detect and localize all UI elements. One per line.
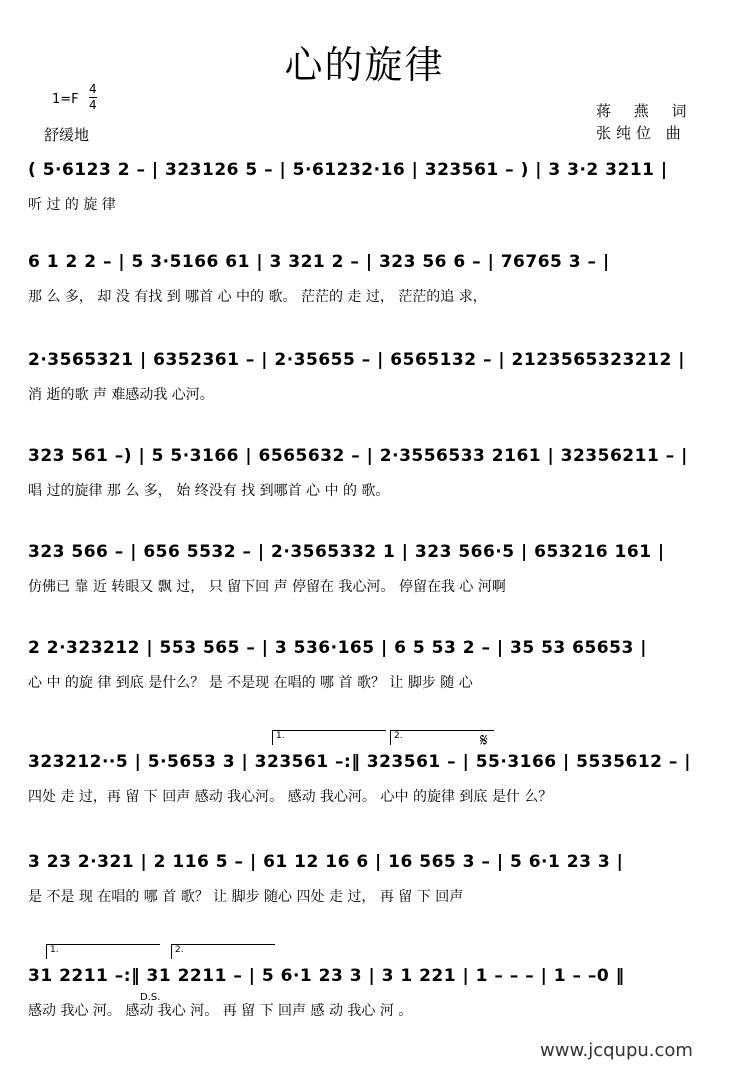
time-signature: [89, 82, 97, 113]
notes-line: 31 2211 –:‖ 31 2211 – | 5 6·1 23 3 | 3 1 221 | 1 – – – | 1 – –0 ‖: [28, 966, 625, 986]
lyrics-line: 仿佛已 靠 近 转眼又 飘 过， 只 留下回 声 停留在 我心河。 停留在我 心 河啊: [28, 579, 506, 595]
website-watermark: www.jcqupu.com: [540, 1040, 693, 1061]
volta-1-bracket: 1.: [272, 730, 386, 745]
page-title: 心的旋律: [284, 43, 445, 87]
tempo-marking: 舒缓地: [44, 126, 90, 144]
lyrics-line: 是 不是 现 在唱的 哪 首 歌？ 让 脚步 随心 四处 走 过， 再 留 下 回声: [28, 889, 464, 905]
dal-segno-mark: D.S.: [140, 992, 161, 1003]
lyrics-line: 唱 过的旋律 那 么 多， 始 终没有 找 到哪首 心 中 的 歌。: [28, 483, 390, 499]
lyrics-line: 感动 我心 河。 感动 我心 河。 再 留 下 回声 感 动 我心 河 。: [28, 1003, 413, 1019]
meter-top: 4: [89, 82, 97, 96]
lyricist-credit: 蒋 燕 词: [596, 102, 696, 120]
notes-line: 323212··5 | 5·5653 3 | 323561 –:‖ 323561 – | 55·3166 | 5535612 – |: [28, 752, 692, 772]
meter-bottom: 4: [89, 98, 97, 112]
notes-line: 2 2·323212 | 553 565 – | 3 536·165 | 6 5 53 2 – | 35 53 65653 |: [28, 638, 647, 658]
composer-credit: 张纯位 曲: [596, 124, 686, 142]
lyrics-line: 听 过 的 旋 律: [28, 197, 116, 213]
volta-2-bracket: 2.: [390, 730, 494, 745]
volta-2-bracket: 2.: [171, 944, 275, 959]
key-signature: 1=F: [52, 92, 79, 107]
notes-line: 3 23 2·321 | 2 116 5 – | 61 12 16 6 | 16 565 3 – | 5 6·1 23 3 |: [28, 852, 624, 872]
lyrics-line: 心 中 的旋 律 到底 是什么？ 是 不是现 在唱的 哪 首 歌？ 让 脚步 随 心: [28, 675, 473, 691]
notes-line: 323 561 –) | 5 5·3166 | 6565632 – | 2·3556533 2161 | 32356211 – |: [28, 446, 688, 466]
lyrics-line: 四处 走 过，再 留 下 回声 感动 我心河。 感动 我心河。 心中 的旋律 到底 是什 么？: [28, 789, 553, 805]
notes-line: 323 566 – | 656 5532 – | 2·3565332 1 | 323 566·5 | 653216 161 |: [28, 542, 665, 562]
lyrics-line: 消 逝的歌 声 难感动我 心河。: [28, 387, 214, 403]
notes-line: ( 5·6123 2 – | 323126 5 – | 5·61232·16 | 323561 – ) | 3 3·2 3211 |: [28, 160, 668, 180]
segno-icon: 𝄋: [480, 730, 488, 751]
volta-1-bracket: 1.: [46, 944, 160, 959]
lyrics-line: 那 么 多， 却 没 有找 到 哪首 心 中的 歌。 茫茫的 走 过， 茫茫的追 求，: [28, 289, 487, 305]
notes-line: 2·3565321 | 6352361 – | 2·35655 – | 6565132 – | 2123565323212 |: [28, 350, 685, 370]
notes-line: 6 1 2 2 – | 5 3·5166 61 | 3 321 2 – | 323 56 6 – | 76765 3 – |: [28, 252, 610, 272]
